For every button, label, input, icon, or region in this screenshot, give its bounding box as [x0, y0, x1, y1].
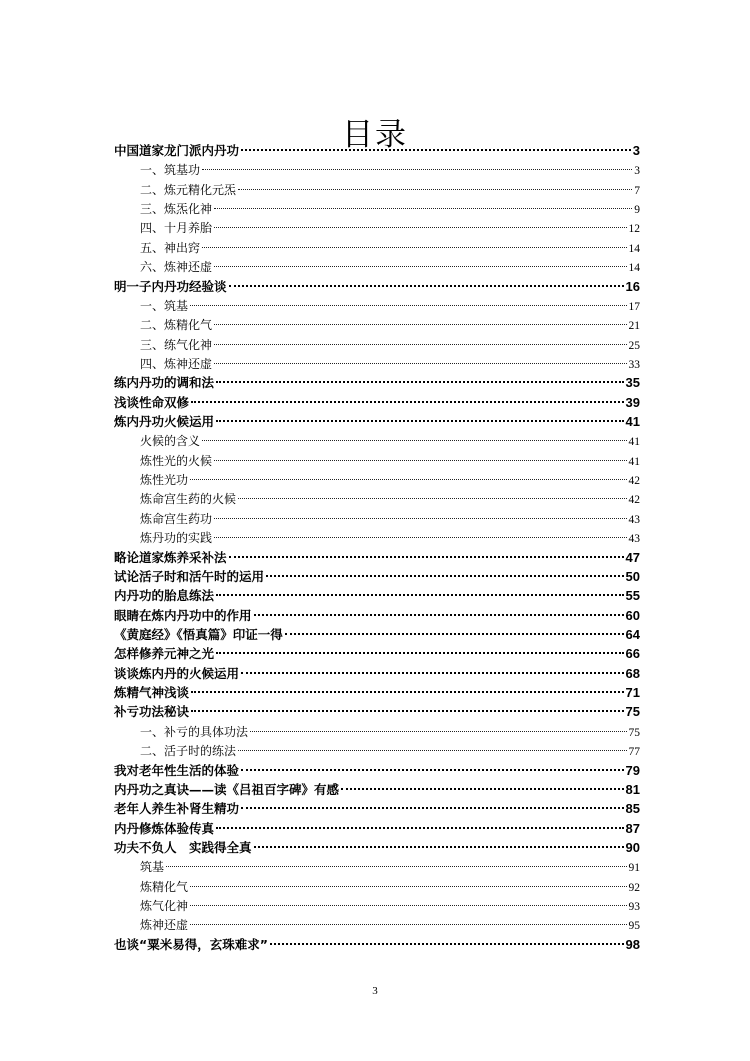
toc-entry-title: 老年人养生补肾生精功 — [114, 801, 240, 817]
toc-entry-page: 93 — [628, 901, 640, 914]
toc-entry-title: 一、补亏的具体功法 — [140, 724, 249, 739]
dot-leader — [216, 581, 624, 600]
toc-entry-page: 47 — [625, 549, 640, 565]
toc-entry-title: 炼性光的火候 — [140, 453, 213, 468]
toc-entry-page: 81 — [625, 781, 640, 797]
toc-entry-title: 中国道家龙门派内丹功 — [114, 143, 240, 158]
dot-leader — [214, 194, 632, 213]
toc-entry-page: 25 — [628, 339, 640, 352]
toc-entry-title: 二、活子时的练法 — [140, 744, 237, 759]
toc-subentry[interactable] — [114, 310, 640, 333]
dot-leader — [241, 659, 624, 678]
toc-entry-title: 炼精化气 — [140, 879, 189, 894]
toc-subentry[interactable] — [114, 717, 640, 739]
toc-entry-title: 四、炼神还虚 — [140, 356, 213, 371]
toc-entry-page: 55 — [625, 588, 640, 604]
toc-entry-page: 42 — [628, 475, 640, 488]
toc-entry-page: 33 — [628, 358, 640, 371]
toc-entry-title: 眼睛在炼内丹功中的作用 — [114, 607, 252, 623]
dot-leader — [191, 678, 624, 697]
toc-entry-page: 16 — [625, 278, 640, 294]
toc-subentry[interactable] — [114, 872, 640, 894]
dot-leader — [241, 136, 631, 155]
dot-leader — [214, 446, 626, 465]
toc-entry-page: 66 — [625, 646, 640, 662]
toc-entry-title: 筑基 — [140, 860, 165, 875]
toc-entry-title: 炼命宫生药功 — [140, 511, 213, 526]
toc-entry-page: 50 — [625, 568, 640, 584]
toc-subentry[interactable] — [114, 910, 640, 933]
dot-leader — [241, 756, 624, 775]
toc-subentry[interactable] — [114, 465, 640, 488]
toc-entry[interactable] — [114, 678, 640, 701]
dot-leader — [202, 233, 626, 252]
toc-entry-title: 内丹修炼体验传真 — [114, 820, 215, 836]
dot-leader — [214, 310, 626, 329]
toc-entry-page: 14 — [628, 262, 640, 275]
toc-entry-page: 92 — [628, 881, 640, 894]
dot-leader — [229, 272, 624, 291]
toc-entry-page: 98 — [625, 936, 640, 952]
toc-entry-page: 64 — [625, 626, 640, 642]
dot-leader — [214, 213, 626, 232]
dot-leader — [190, 465, 626, 484]
toc-entry-page: 75 — [625, 704, 640, 720]
toc-entry-page: 9 — [634, 204, 640, 217]
toc-entry-title: 炼命宫生药的火候 — [140, 492, 237, 507]
dot-leader — [254, 833, 624, 852]
toc-entry-page: 71 — [625, 685, 640, 701]
toc-entry-page: 39 — [625, 394, 640, 410]
toc-entry-title: 四、十月养胎 — [140, 221, 213, 236]
dot-leader — [270, 930, 624, 949]
toc-entry-page: 7 — [634, 184, 640, 197]
toc-entry-page: 3 — [632, 143, 640, 158]
dot-leader — [214, 349, 626, 368]
toc-entry[interactable] — [114, 697, 640, 720]
toc-entry-title: 功夫不负人 实践得全真 — [114, 839, 252, 855]
dot-leader — [214, 252, 626, 271]
toc-entry-page: 42 — [628, 494, 640, 507]
dot-leader — [238, 484, 626, 503]
toc-entry-title: 炼丹功的实践 — [140, 531, 213, 546]
dot-leader — [216, 368, 624, 387]
toc-entry-page: 35 — [625, 375, 640, 391]
toc-entry-title: 一、筑基 — [140, 298, 189, 313]
dot-leader — [190, 891, 626, 910]
dot-leader — [166, 852, 626, 871]
toc-entry-title: 炼精气神浅谈 — [114, 685, 190, 701]
toc-entry-page: 60 — [625, 607, 640, 623]
toc-entry[interactable] — [114, 930, 640, 952]
toc-entry-title: 火候的含义 — [140, 434, 201, 449]
table-of-contents — [114, 136, 640, 952]
toc-entry-page: 14 — [628, 242, 640, 255]
toc-entry-page: 41 — [628, 455, 640, 468]
dot-leader — [190, 910, 626, 929]
toc-entry[interactable] — [114, 388, 640, 410]
dot-leader — [202, 426, 626, 445]
toc-entry-page: 85 — [625, 801, 640, 817]
toc-entry-page: 75 — [628, 726, 640, 739]
toc-entry-page: 21 — [628, 320, 640, 333]
toc-entry-title: 试论活子时和活午时的运用 — [114, 568, 265, 584]
toc-entry-title: 三、炼炁化神 — [140, 202, 213, 217]
toc-entry-page: 90 — [625, 839, 640, 855]
toc-entry-title: 怎样修养元神之光 — [114, 646, 215, 662]
dot-leader — [341, 775, 624, 794]
toc-entry[interactable] — [114, 407, 640, 430]
toc-entry-title: 内丹功之真诀——读《吕祖百字碑》有感 — [114, 781, 340, 797]
toc-entry-page: 43 — [628, 533, 640, 546]
toc-entry-title: 明一子内丹功经验谈 — [114, 278, 227, 294]
dot-leader — [238, 736, 626, 755]
dot-leader — [285, 620, 624, 639]
toc-entry-title: 浅谈性命双修 — [114, 394, 190, 410]
toc-entry-title: 谈谈炼内丹的火候运用 — [114, 665, 240, 681]
toc-entry-page: 43 — [628, 513, 640, 526]
page-title: 目录 — [342, 116, 408, 153]
dot-leader — [214, 504, 626, 523]
toc-entry-title: 《黄庭经》《悟真篇》印证一得 — [114, 626, 283, 642]
toc-entry-title: 五、神出窍 — [140, 240, 201, 255]
toc-entry-title: 也谈“粟米易得，玄珠难求” — [114, 936, 268, 952]
toc-entry-title: 内丹功的胎息练法 — [114, 588, 215, 604]
page-number: 3 — [372, 985, 378, 997]
dot-leader — [216, 814, 624, 833]
toc-entry-page: 68 — [625, 665, 640, 681]
dot-leader — [214, 523, 626, 542]
toc-entry-page: 41 — [628, 436, 640, 449]
toc-entry-title: 二、炼精化气 — [140, 318, 213, 333]
dot-leader — [190, 291, 626, 310]
toc-entry-page: 3 — [634, 165, 640, 178]
dot-leader — [266, 562, 624, 581]
dot-leader — [229, 543, 624, 562]
toc-entry-page: 95 — [628, 920, 640, 933]
dot-leader — [254, 601, 624, 620]
toc-entry-page: 12 — [628, 223, 640, 236]
toc-entry-page: 41 — [625, 414, 640, 430]
toc-entry-page: 79 — [625, 762, 640, 778]
dot-leader — [202, 155, 632, 174]
toc-entry-title: 我对老年性生活的体验 — [114, 762, 240, 778]
toc-entry-page: 91 — [628, 862, 640, 875]
toc-entry-title: 略论道家炼养采补法 — [114, 549, 227, 565]
toc-entry-page: 17 — [628, 300, 640, 313]
dot-leader — [238, 175, 632, 194]
toc-entry-title: 炼神还虚 — [140, 918, 189, 933]
toc-subentry[interactable] — [114, 891, 640, 914]
toc-entry-title: 炼气化神 — [140, 899, 189, 914]
dot-leader — [191, 697, 624, 716]
toc-entry-title: 炼性光功 — [140, 473, 189, 488]
dot-leader — [214, 330, 626, 349]
toc-entry-title: 一、筑基功 — [140, 163, 201, 178]
toc-entry[interactable] — [114, 136, 640, 158]
dot-leader — [191, 388, 624, 407]
toc-entry-page: 77 — [628, 746, 640, 759]
toc-subentry[interactable] — [114, 484, 640, 507]
dot-leader — [190, 872, 626, 891]
toc-entry-page: 87 — [625, 820, 640, 836]
dot-leader — [241, 794, 624, 813]
toc-entry-title: 六、炼神还虚 — [140, 260, 213, 275]
dot-leader — [216, 407, 624, 426]
toc-entry-title: 三、练气化神 — [140, 337, 213, 352]
toc-entry-title: 练内丹功的调和法 — [114, 375, 215, 391]
toc-subentry[interactable] — [114, 852, 640, 875]
toc-entry-title: 补亏功法秘诀 — [114, 704, 190, 720]
dot-leader — [250, 717, 626, 736]
toc-entry-title: 炼内丹功火候运用 — [114, 414, 215, 430]
toc-subentry[interactable] — [114, 291, 640, 313]
dot-leader — [216, 639, 624, 658]
toc-entry-title: 二、炼元精化元炁 — [140, 182, 237, 197]
